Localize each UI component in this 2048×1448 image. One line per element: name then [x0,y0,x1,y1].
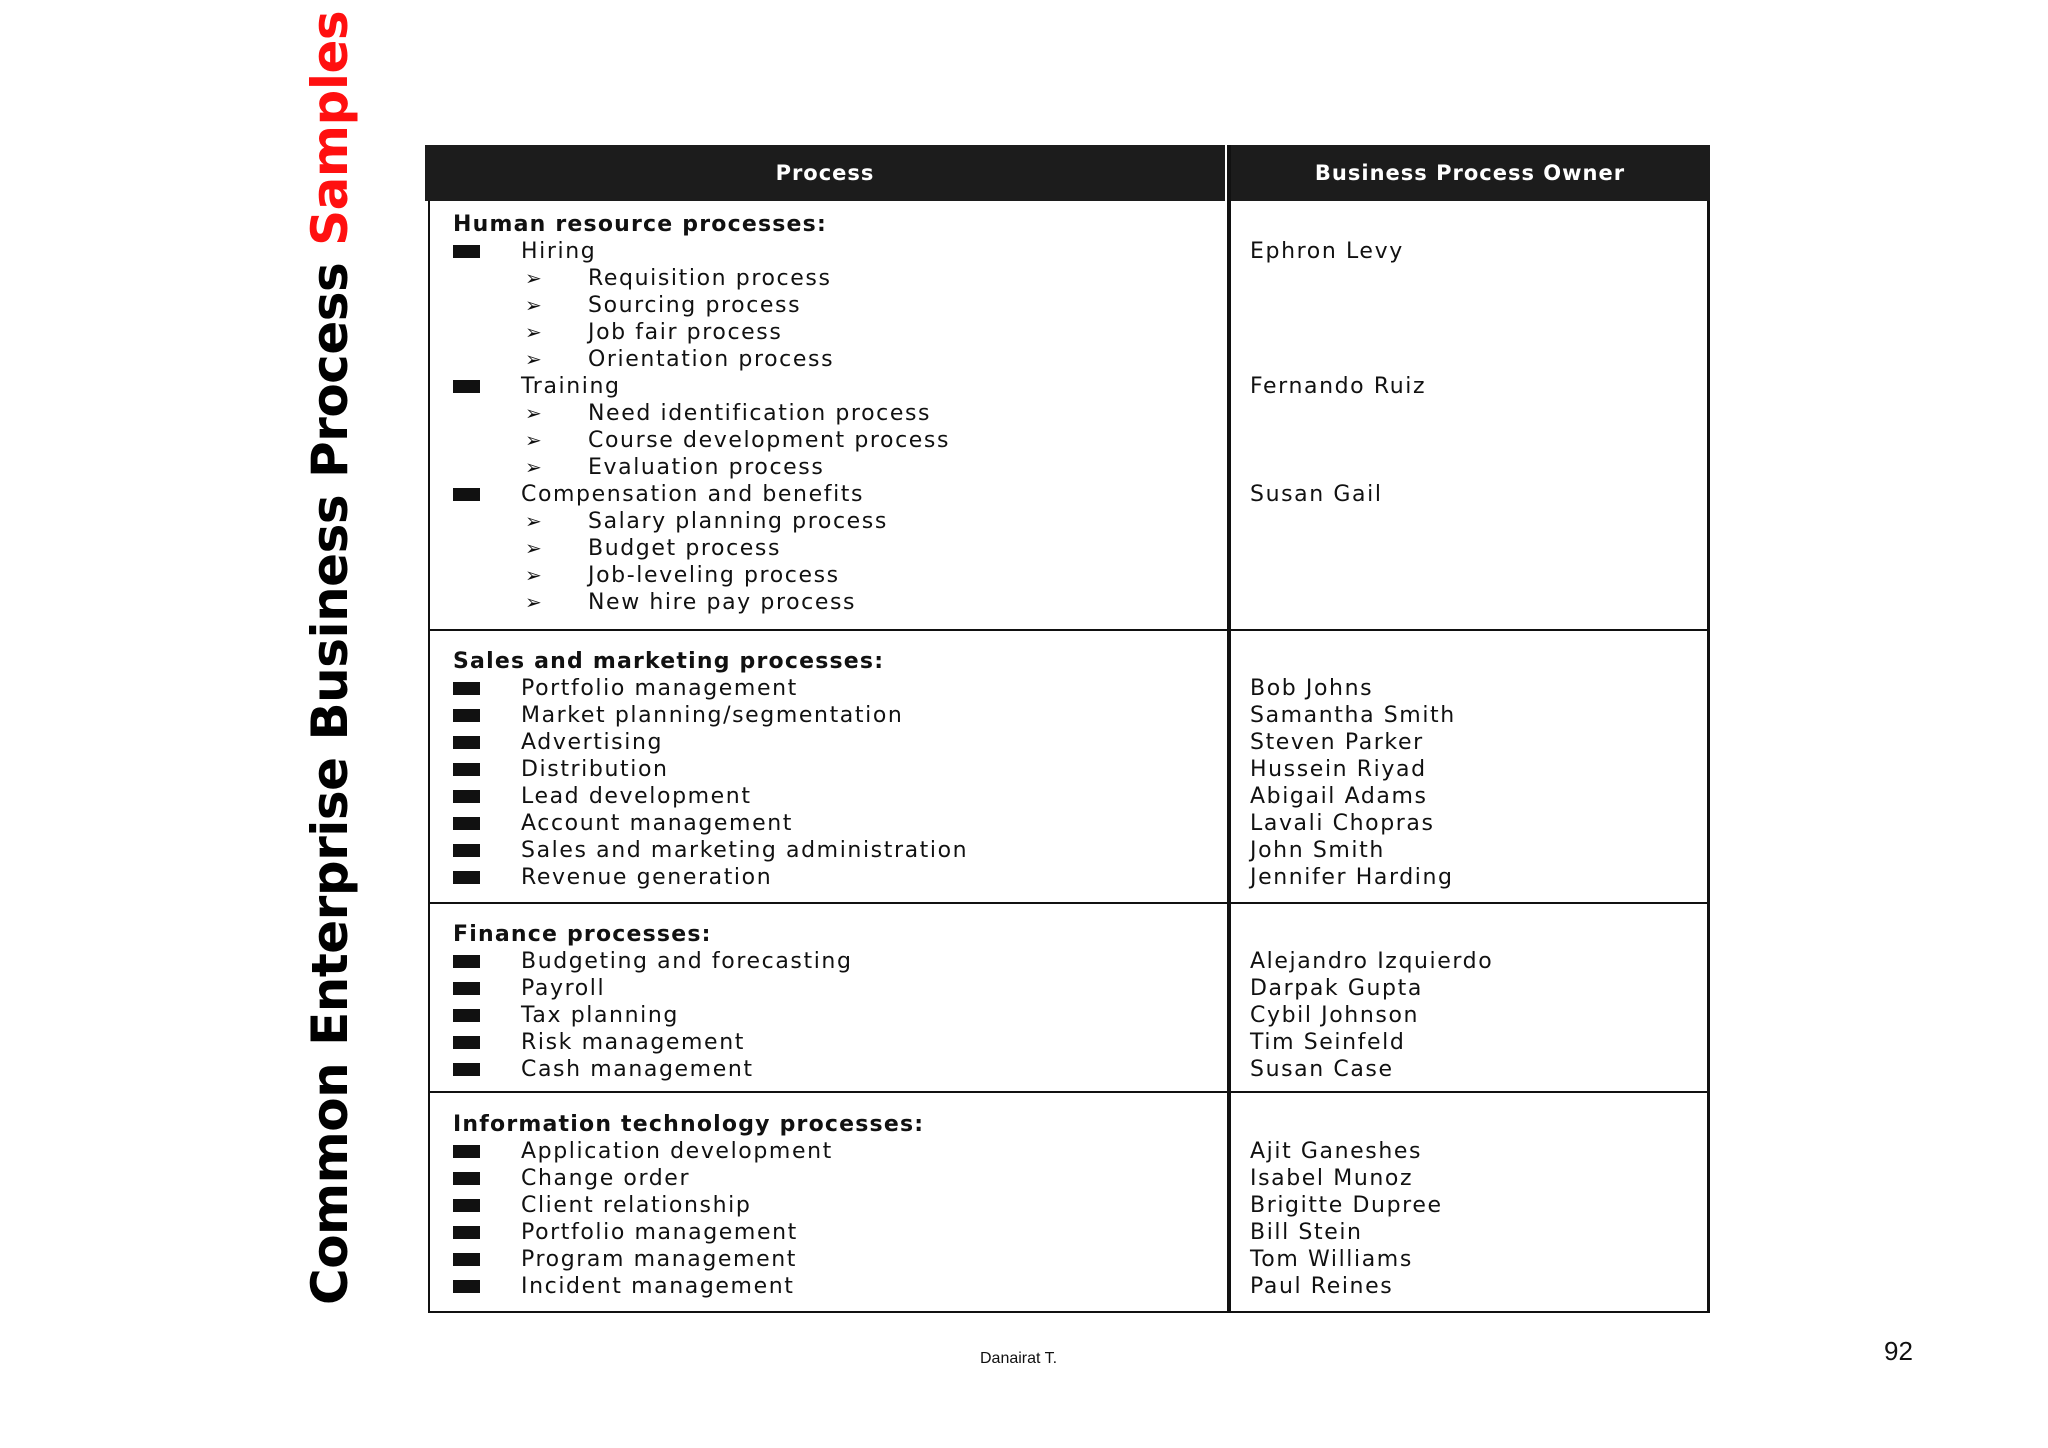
arrow-bullet-icon: ➢ [525,320,542,344]
section-divider [428,629,1710,631]
arrow-bullet-icon: ➢ [525,590,542,614]
section-divider [428,1091,1710,1093]
arrow-bullet-icon: ➢ [525,293,542,317]
slide-title [300,11,360,1305]
bullet-icon [453,682,480,695]
subprocess-item: Job-leveling process [588,563,840,588]
process-owner: Ajit Ganeshes [1250,1139,1423,1164]
process-item: Sales and marketing administration [521,838,969,863]
process-item: Revenue generation [521,865,773,890]
process-item: Payroll [521,976,606,1001]
process-item: Risk management [521,1030,745,1055]
arrow-bullet-icon: ➢ [525,455,542,479]
subprocess-item: New hire pay process [588,590,857,615]
process-owner: Jennifer Harding [1250,865,1454,890]
subprocess-item: Orientation process [588,347,835,372]
bullet-icon [453,245,480,258]
bullet-icon [453,1253,480,1266]
process-item: Incident management [521,1274,795,1299]
process-item: Compensation and benefits [521,482,865,507]
process-owner-table [425,145,1710,1313]
process-owner: Susan Case [1250,1057,1394,1082]
section-heading: Sales and marketing processes: [453,649,885,674]
bullet-icon [453,1145,480,1158]
bullet-icon [453,763,480,776]
footer-author: Danairat T. [980,1350,1058,1367]
bullet-icon [453,380,480,393]
arrow-bullet-icon: ➢ [525,347,542,371]
arrow-bullet-icon: ➢ [525,266,542,290]
section-divider [428,902,1710,904]
subprocess-item: Job fair process [588,320,783,345]
bullet-icon [453,1226,480,1239]
slide-title-main: Common Enterprise Business Process [301,245,359,1305]
bullet-icon [453,817,480,830]
process-owner: Steven Parker [1250,730,1424,755]
subprocess-item: Sourcing process [588,293,802,318]
bullet-icon [453,844,480,857]
process-owner: Isabel Munoz [1250,1166,1414,1191]
process-item: Budgeting and forecasting [521,949,853,974]
process-item: Portfolio management [521,676,798,701]
process-owner: Abigail Adams [1250,784,1428,809]
bullet-icon [453,1009,480,1022]
bullet-icon [453,1280,480,1293]
bullet-icon [453,871,480,884]
arrow-bullet-icon: ➢ [525,563,542,587]
process-item: Distribution [521,757,669,782]
table-column-divider [1227,145,1231,1313]
process-item: Cash management [521,1057,754,1082]
table-bottom-border [428,1311,1710,1313]
process-item: Account management [521,811,793,836]
bullet-icon [453,790,480,803]
subprocess-item: Requisition process [588,266,832,291]
subprocess-item: Salary planning process [588,509,888,534]
process-owner: Hussein Riyad [1250,757,1427,782]
process-owner: Tom Williams [1250,1247,1413,1272]
process-item: Tax planning [521,1003,679,1028]
process-item: Portfolio management [521,1220,798,1245]
process-owner: Tim Seinfeld [1250,1030,1406,1055]
process-item: Change order [521,1166,691,1191]
process-item: Advertising [521,730,664,755]
process-owner: Alejandro Izquierdo [1250,949,1494,974]
page-number: 92 [1884,1336,1913,1366]
table-left-border [428,201,430,1313]
arrow-bullet-icon: ➢ [525,401,542,425]
process-owner: Darpak Gupta [1250,976,1423,1001]
arrow-bullet-icon: ➢ [525,509,542,533]
process-owner: John Smith [1250,838,1385,863]
bullet-icon [453,1199,480,1212]
section-heading: Human resource processes: [453,212,827,237]
slide-title-accent: Samples [301,10,359,246]
subprocess-item: Evaluation process [588,455,825,480]
process-owner: Fernando Ruiz [1250,374,1427,399]
process-owner: Ephron Levy [1250,239,1404,264]
table-right-border [1707,201,1710,1313]
process-owner: Brigitte Dupree [1250,1193,1443,1218]
bullet-icon [453,488,480,501]
subprocess-item: Course development process [588,428,951,453]
process-item: Training [521,374,621,399]
bullet-icon [453,709,480,722]
process-item: Hiring [521,239,597,264]
process-item: Program management [521,1247,797,1272]
process-owner: Bob Johns [1250,676,1374,701]
process-item: Client relationship [521,1193,752,1218]
process-item: Lead development [521,784,752,809]
header-process: Process [425,145,1225,201]
process-owner: Bill Stein [1250,1220,1363,1245]
process-owner: Cybil Johnson [1250,1003,1420,1028]
section-heading: Finance processes: [453,922,712,947]
subprocess-item: Need identification process [588,401,932,426]
arrow-bullet-icon: ➢ [525,428,542,452]
bullet-icon [453,955,480,968]
process-owner: Paul Reines [1250,1274,1394,1299]
section-heading: Information technology processes: [453,1112,925,1137]
arrow-bullet-icon: ➢ [525,536,542,560]
process-owner: Susan Gail [1250,482,1383,507]
process-item: Application development [521,1139,833,1164]
process-item: Market planning/segmentation [521,703,904,728]
bullet-icon [453,736,480,749]
process-owner: Lavali Chopras [1250,811,1435,836]
bullet-icon [453,1036,480,1049]
bullet-icon [453,1172,480,1185]
bullet-icon [453,1063,480,1076]
bullet-icon [453,982,480,995]
header-owner: Business Process Owner [1230,145,1710,201]
subprocess-item: Budget process [588,536,782,561]
process-owner: Samantha Smith [1250,703,1456,728]
